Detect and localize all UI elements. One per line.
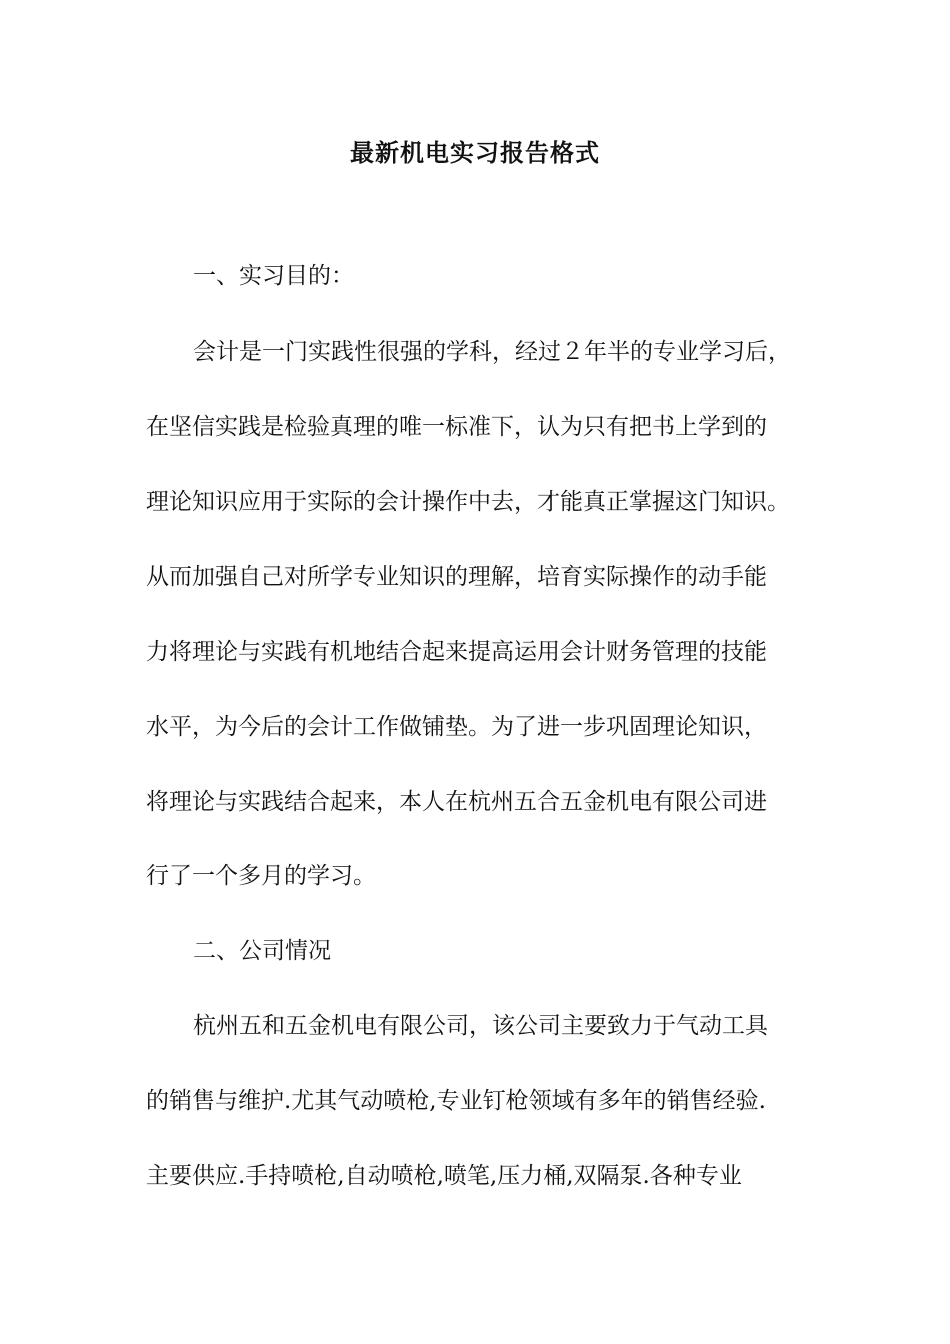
paragraph-line: 杭州五和五金机电有限公司，该公司主要致力于气动工具 <box>193 1013 768 1039</box>
paragraph-line: 行了一个多月的学习。 <box>146 863 376 889</box>
paragraph-line: 理论知识应用于实际的会计操作中去，才能真正掌握这门知识。 <box>146 489 790 515</box>
paragraph-line: 在坚信实践是检验真理的唯一标准下，认为只有把书上学到的 <box>146 414 767 440</box>
paragraph-line: 的销售与维护.尤其气动喷枪,专业钉枪领域有多年的销售经验. <box>146 1088 766 1114</box>
paragraph-line: 力将理论与实践有机地结合起来提高运用会计财务管理的技能 <box>146 639 767 665</box>
paragraph-line: 主要供应.手持喷枪,自动喷枪,喷笔,压力桶,双隔泵.各种专业 <box>146 1163 742 1189</box>
paragraph-line: 会计是一门实践性很强的学科，经过２年半的专业学习后， <box>193 339 791 365</box>
paragraph-line: 水平，为今后的会计工作做铺垫。为了进一步巩固理论知识， <box>146 714 767 740</box>
paragraph-line: 从而加强自己对所学专业知识的理解，培育实际操作的动手能 <box>146 564 767 590</box>
section-heading-company: 二、公司情况 <box>193 938 331 964</box>
paragraph-line: 将理论与实践结合起来，本人在杭州五合五金机电有限公司进 <box>146 789 767 815</box>
document-title: 最新机电实习报告格式 <box>350 138 600 167</box>
section-heading-purpose: 一、实习目的： <box>193 263 354 289</box>
